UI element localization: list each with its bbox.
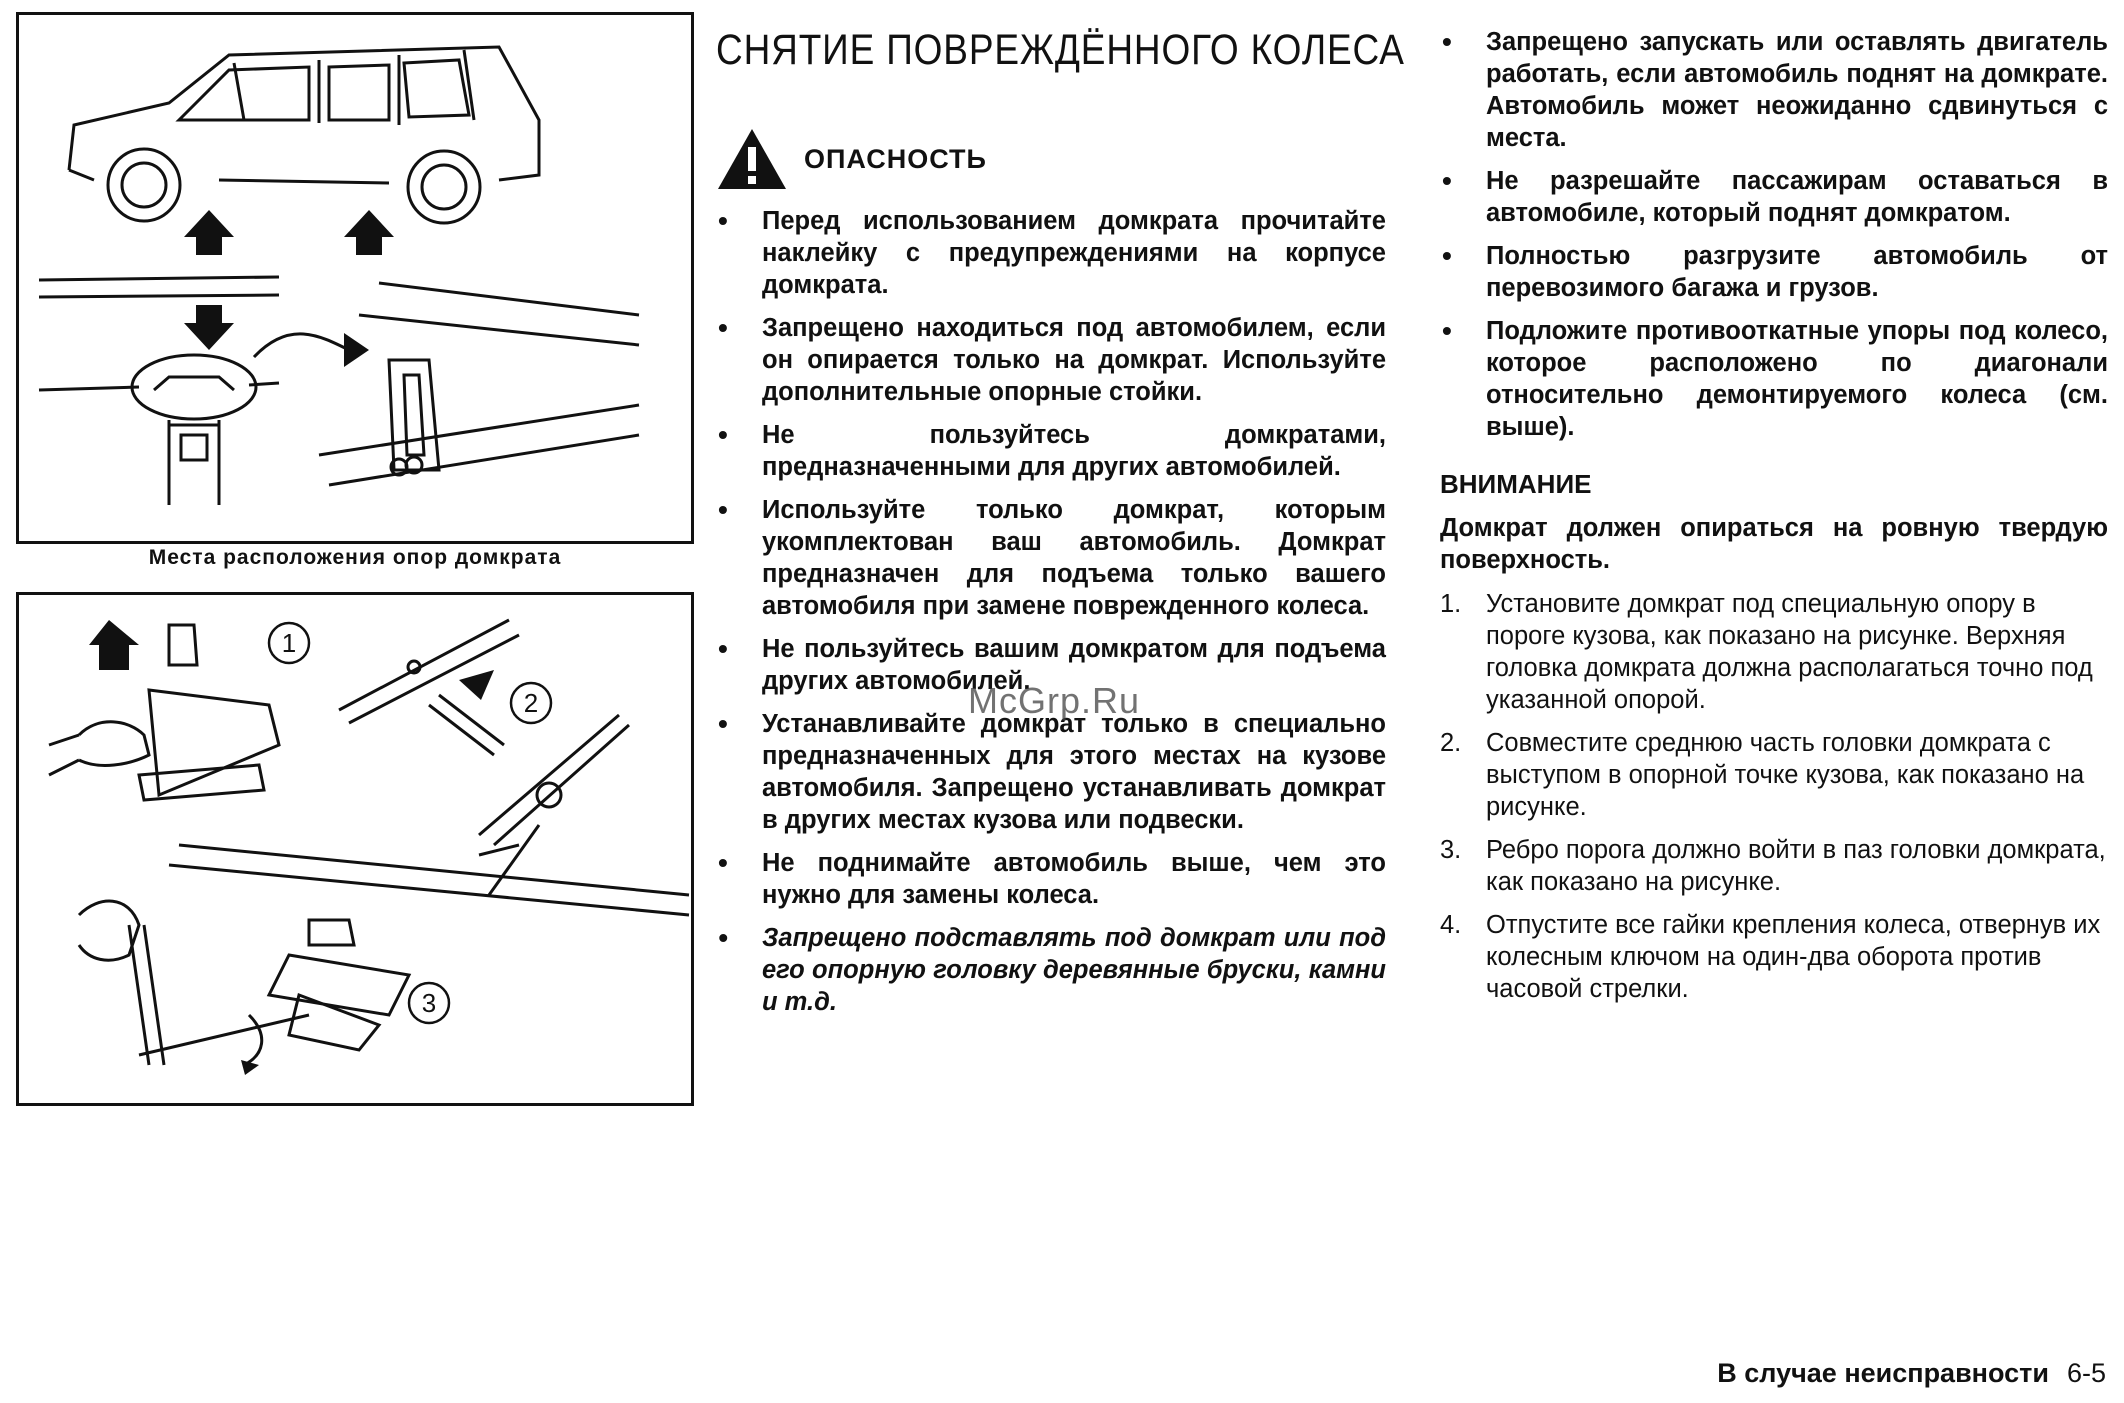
callout-2: 2 <box>523 688 539 718</box>
steps-list <box>1440 588 2108 1005</box>
danger-list <box>716 205 1386 1018</box>
page-number: 6-5 <box>2066 1358 2106 1388</box>
step-item <box>1440 727 2108 823</box>
figure1-caption: Места расположения опор домкрата <box>148 546 562 569</box>
danger-item: • Запрещено запускать или оставлять двигатель работать, если автомобиль поднят на домкрате. Автомобиль может неожиданно сдвинуться с места. <box>1440 26 2108 154</box>
step-item <box>1440 834 2108 898</box>
danger-item: • Подложите противооткатные упоры под колесо, которое расположено по диагонали относительно демонтируемого колеса (см. выше). <box>1440 315 2108 443</box>
danger-item: • Не разрешайте пассажирам оставаться в автомобиле, который поднят домкратом. <box>1440 165 2108 229</box>
danger-item: • Устанавливайте домкрат только в специально предназначенных для этого местах на кузове автомобиля. Запрещено устанавливать домкрат в других местах кузова или подвески. <box>716 708 1386 836</box>
step-item <box>1440 588 2108 716</box>
jack-points-illustration <box>19 15 691 541</box>
callout-3: 3 <box>421 988 437 1018</box>
danger-header <box>716 127 1386 191</box>
danger-list-continued <box>1440 26 2108 443</box>
jack-assembly-illustration <box>19 595 691 1103</box>
danger-item: • Не пользуйтесь вашим домкратом для подъема других автомобилей. <box>716 633 1386 697</box>
middle-column <box>716 26 1405 1029</box>
danger-item: • Запрещено подставлять под домкрат или под его опорную головку деревянные бруски, камни и т.д. <box>716 922 1386 1018</box>
attention-heading: ВНИМАНИЕ <box>1440 469 1592 499</box>
warning-triangle-icon <box>716 127 788 191</box>
jack-points-figure <box>16 12 694 544</box>
danger-item: • Используйте только домкрат, которым укомплектован ваш автомобиль. Домкрат предназначен для подъема только вашего автомобиля при замене поврежденного колеса. <box>716 494 1386 622</box>
step-text: Отпустите все гайки крепления колеса, отвернув их колесным ключом на один-два оборота против часовой стрелки. <box>1486 911 2101 1003</box>
danger-item: • Не пользуйтесь домкратами, предназначенными для других автомобилей. <box>716 419 1386 483</box>
danger-label: ОПАСНОСТЬ <box>804 143 987 174</box>
danger-item: • Не поднимайте автомобиль выше, чем это нужно для замены колеса. <box>716 847 1386 911</box>
callout-1: 1 <box>281 628 297 658</box>
footer-section: В случае неисправности <box>1717 1358 2049 1388</box>
page-footer <box>1717 1358 2106 1389</box>
step-text: Установите домкрат под специальную опору в пороге кузова, как показано на рисунке. Верхняя головка домкрата должна располагаться точно под указанной опорой. <box>1486 590 2093 714</box>
step-number: 1. <box>1440 590 1462 618</box>
step-number: 4. <box>1440 911 1462 939</box>
step-text: Ребро порога должно войти в паз головки домкрата, как показано на рисунке. <box>1486 836 2106 896</box>
step-item <box>1440 909 2108 1005</box>
danger-item: • Запрещено находиться под автомобилем, если он опирается только на домкрат. Используйте дополнительные опорные стойки. <box>716 312 1386 408</box>
right-column <box>1440 26 2108 1016</box>
watermark: McGrp.Ru <box>968 680 1141 721</box>
danger-item: • Перед использованием домкрата прочитайте наклейку с предупреждениями на корпусе домкрата. <box>716 205 1386 301</box>
page-title: СНЯТИЕ ПОВРЕЖДЁННОГО КОЛЕСА <box>716 26 1405 74</box>
step-text: Совместите среднюю часть головки домкрата с выступом в опорной точке кузова, как показано на рисунке. <box>1486 729 2085 821</box>
step-number: 3. <box>1440 836 1462 864</box>
jack-assembly-figure <box>16 592 694 1106</box>
danger-item: • Полностью разгрузите автомобиль от перевозимого багажа и грузов. <box>1440 240 2108 304</box>
step-number: 2. <box>1440 729 1462 757</box>
attention-text: Домкрат должен опираться на ровную твердую поверхность. <box>1440 514 2108 574</box>
